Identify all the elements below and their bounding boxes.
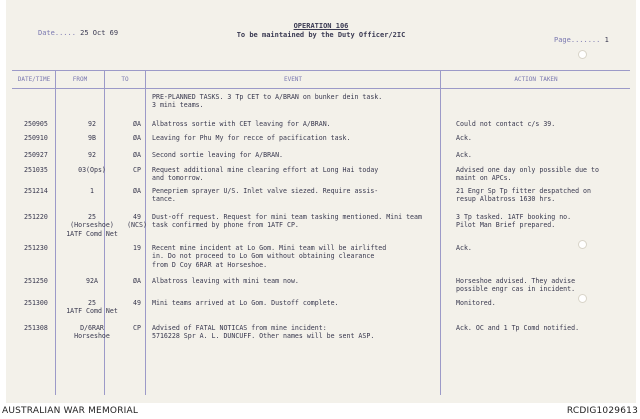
cell-date: 251214 <box>24 187 48 195</box>
cell-action: Ack. OC and 1 Tp Comd notified. <box>456 324 580 332</box>
cell-event: Advised of FATAL NOTICAS from mine incident: 5716228 Spr A. L. DUNCUFF. Other names will be sent ASP. <box>152 324 375 341</box>
cell-event: Second sortie leaving for A/BRAN. <box>152 151 284 159</box>
operation-subtitle: To be maintained by the Duty Officer/2IC <box>236 31 406 39</box>
cell-date: 251230 <box>24 244 48 252</box>
punch-hole-top <box>578 50 587 59</box>
cell-to: ØA <box>133 120 141 128</box>
cell-to: 49 (NCS) <box>127 213 147 230</box>
page-field <box>554 36 609 44</box>
cell-from: D/6RAR Horseshoe <box>74 324 110 341</box>
cell-date: 251250 <box>24 277 48 285</box>
cell-to: ØA <box>133 277 141 285</box>
cell-action: Horseshoe advised. They advise possible engr cas in incident. <box>456 277 576 294</box>
col-header-date: DATE/TIME <box>17 76 51 83</box>
cell-from: 03(Ops) <box>78 166 106 174</box>
date-label: Date..... <box>38 29 76 37</box>
cell-action: Ack. <box>456 244 472 252</box>
cell-date: 250927 <box>24 151 48 159</box>
cell-from: 1 <box>90 187 94 195</box>
cell-event: Leaving for Phu My for recce of pacification task. <box>152 134 351 142</box>
cell-date: 251308 <box>24 324 48 332</box>
col-header-action: ACTION TAKEN <box>514 76 558 83</box>
cell-to: ØA <box>133 187 141 195</box>
cell-date: 250905 <box>24 120 48 128</box>
cell-action: Ack. <box>456 151 472 159</box>
cell-action: Ack. <box>456 134 472 142</box>
cell-to: CP <box>133 166 141 174</box>
cell-from: 9B <box>88 134 96 142</box>
cell-date: 251035 <box>24 166 48 174</box>
cell-event: Albatross leaving with mini team now. <box>152 277 299 285</box>
cell-action: Could not contact c/s 39. <box>456 120 556 128</box>
cell-date: 251300 <box>24 299 48 307</box>
cell-event: Request additional mine clearing effort at Long Hai today and tomorrow. <box>152 166 379 183</box>
page-label: Page....... <box>554 36 601 44</box>
operation-title: OPERATION 106 <box>293 22 349 30</box>
footer-ref: RCDIG1029613 <box>566 406 638 416</box>
col-divider-1 <box>55 70 56 395</box>
cell-date: 250910 <box>24 134 48 142</box>
col-header-event: EVENT <box>283 76 303 83</box>
cell-to: 49 <box>133 299 141 307</box>
col-header-to: TO <box>121 76 129 83</box>
cell-from: 25 (Horseshoe) 1ATF Comd Net <box>66 213 118 238</box>
cell-from: 92A <box>86 277 98 285</box>
cell-action: 21 Engr Sp Tp fitter despatched on resup Albatross 1630 hrs. <box>456 187 591 204</box>
page-value: 1 <box>604 36 609 44</box>
cell-event: Recent mine incident at Lo Gom. Mini team will be airlifted in. Do not proceed to Lo Gom without obtaining clearance from D Coy 6RAR at Horseshoe. <box>152 244 387 269</box>
cell-to: 19 <box>133 244 141 252</box>
cell-to: CP <box>133 324 141 332</box>
cell-event: PRE-PLANNED TASKS. 3 Tp CET to A/BRAN on bunker dein task. 3 mini teams. <box>152 93 383 110</box>
cell-to: ØA <box>133 151 141 159</box>
cell-from: 92 <box>88 151 96 159</box>
cell-event: Albatross sortie with CET leaving for A/BRAN. <box>152 120 331 128</box>
cell-from: 25 1ATF Comd Net <box>66 299 118 316</box>
cell-event: Mini teams arrived at Lo Gom. Dustoff complete. <box>152 299 339 307</box>
cell-from: 92 <box>88 120 96 128</box>
col-divider-4 <box>440 70 441 395</box>
cell-date: 251220 <box>24 213 48 221</box>
col-divider-3 <box>145 70 146 395</box>
date-value: 25 Oct 69 <box>80 29 119 37</box>
col-header-from: FROM <box>72 76 88 83</box>
cell-action: Monitored. <box>456 299 496 307</box>
footer-credit: AUSTRALIAN WAR MEMORIAL <box>2 406 139 416</box>
document-sheet <box>6 0 636 403</box>
cell-to: ØA <box>133 134 141 142</box>
cell-event: Dust-off request. Request for mini team tasking mentioned. Mini team task confirmed by phone from 1ATF CP. <box>152 213 422 230</box>
cell-action: 3 Tp tasked. 1ATF booking no. Pilot Man Brief prepared. <box>456 213 572 230</box>
cell-action: Advised one day only possible due to maint on APCs. <box>456 166 599 183</box>
cell-event: Penepriem sprayer U/S. Inlet valve siezed. Require assis- tance. <box>152 187 379 204</box>
